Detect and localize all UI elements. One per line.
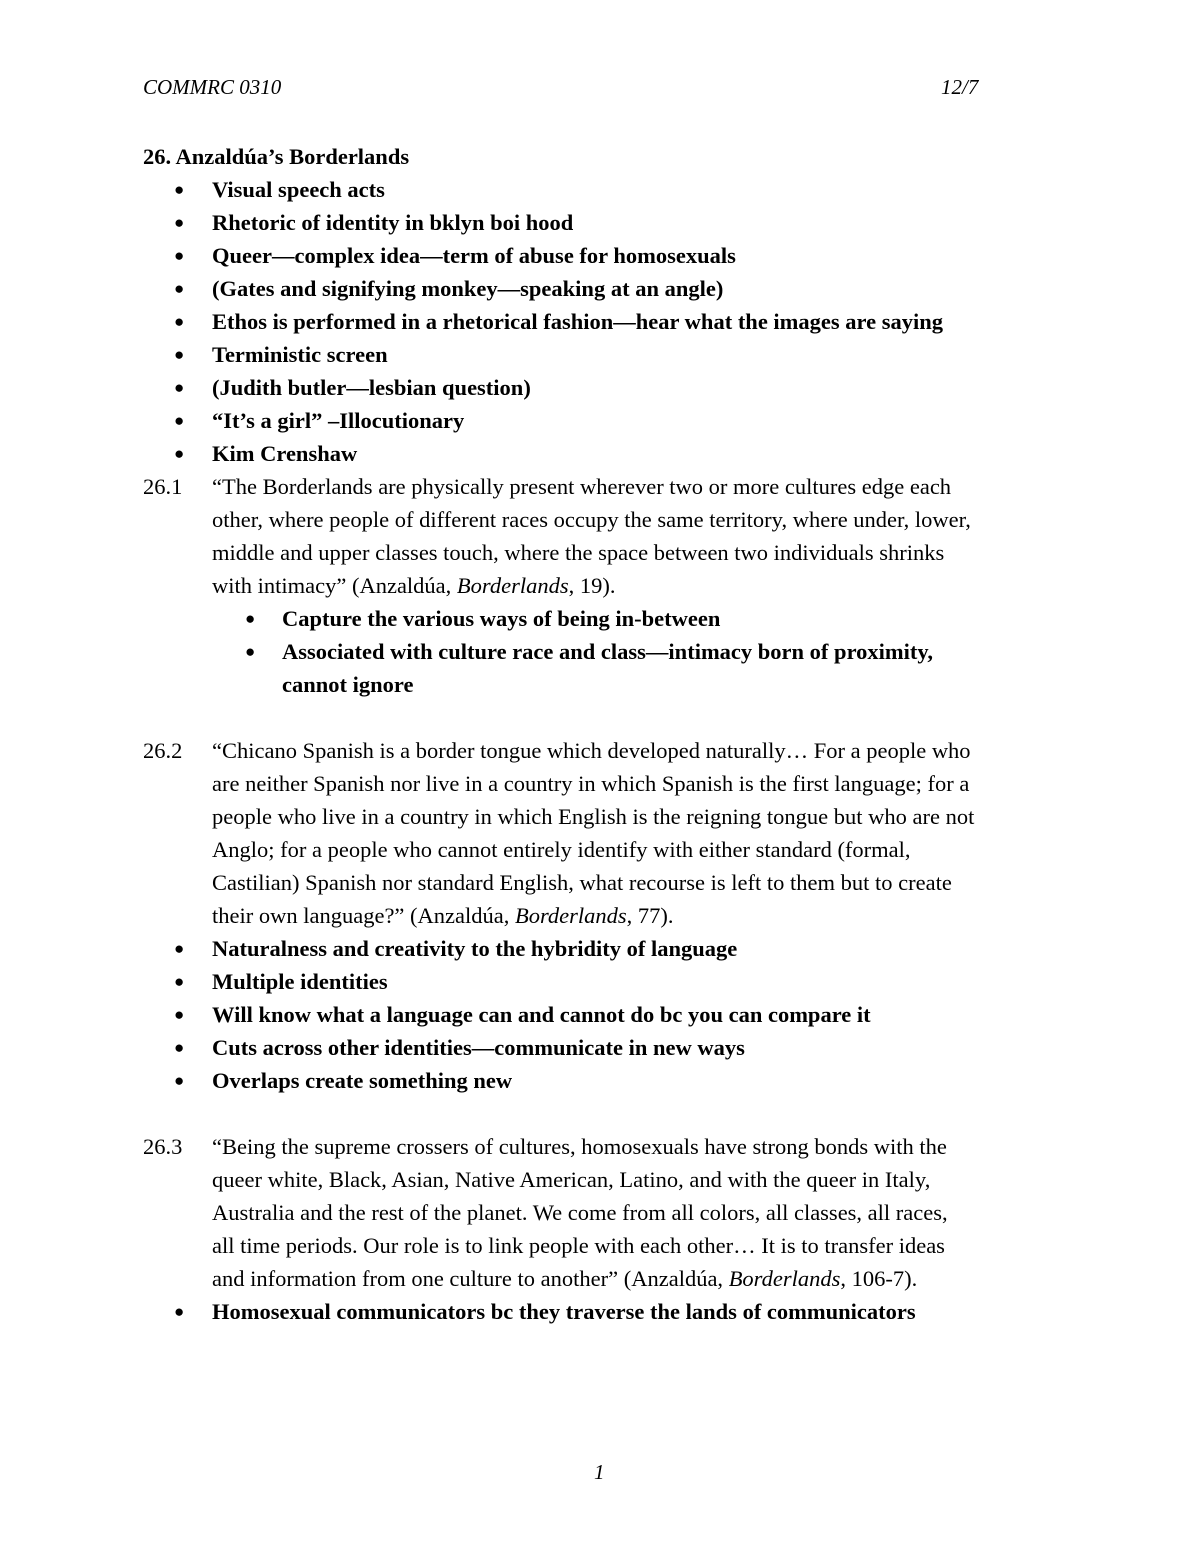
quote-line: Australia and the rest of the planet. We come from all colors, all classes, all races, [212, 1200, 948, 1225]
bullet-icon: ● [245, 642, 256, 661]
header-date: 12/7 [941, 75, 979, 99]
bullet-item: ● “It’s a girl” –Illocutionary [143, 404, 1073, 437]
bullet-item: ● Terministic screen [143, 338, 1073, 371]
bullet-item: ● Kim Crenshaw [143, 437, 1073, 470]
book-title: Borderlands [456, 573, 569, 598]
quote-line: 26.1 “The Borderlands are physically present wherever two or more cultures edge each [143, 470, 1073, 503]
bullet-icon: ● [174, 180, 185, 199]
bullet-icon: ● [174, 1302, 185, 1321]
bullet-item: ● Ethos is performed in a rhetorical fashion—hear what the images are saying [143, 305, 1073, 338]
quote-line: all time periods. Our role is to link people with each other… It is to transfer ideas [212, 1233, 945, 1258]
bullet-continuation: cannot ignore [282, 672, 414, 697]
quote-number: 26.2 [143, 738, 183, 763]
blank-line [143, 701, 1073, 734]
quote-line: people who live in a country in which English is the reigning tongue but who are not [212, 804, 975, 829]
quote-citation-line: and information from one culture to another” (Anzaldúa, Borderlands, 106-7). [212, 1266, 918, 1291]
bullet-item: ● Cuts across other identities—communicate in new ways [143, 1031, 1073, 1064]
bullet-icon: ● [174, 213, 185, 232]
bullet-item: ● Homosexual communicators bc they traverse the lands of communicators [143, 1295, 1073, 1328]
course-code: COMMRC 0310 [143, 75, 282, 99]
quote-line: Castilian) Spanish nor standard English, what recourse is left to them but to create [212, 870, 952, 895]
notes-body [143, 140, 1073, 1328]
bullet-icon: ● [174, 312, 185, 331]
bullet-item: ● Multiple identities [143, 965, 1073, 998]
bullet-icon: ● [174, 411, 185, 430]
bullet-item: ● Naturalness and creativity to the hybridity of language [143, 932, 1073, 965]
bullet-icon: ● [174, 972, 185, 991]
bullet-item: ● Queer—complex idea—term of abuse for homosexuals [143, 239, 1073, 272]
bullet-icon: ● [174, 378, 185, 397]
quote-number: 26.3 [143, 1134, 183, 1159]
blank-line [143, 1097, 1073, 1130]
bullet-icon: ● [174, 444, 185, 463]
quote-line: middle and upper classes touch, where the space between two individuals shrinks [212, 540, 945, 565]
bullet-icon: ● [174, 939, 185, 958]
bullet-icon: ● [174, 246, 185, 265]
bullet-icon: ● [174, 1038, 185, 1057]
bullet-item: ● Capture the various ways of being in-between [143, 602, 1073, 635]
page-number: 1 [594, 1460, 605, 1484]
bullet-item: ● (Judith butler—lesbian question) [143, 371, 1073, 404]
bullet-item: ● Associated with culture race and class—intimacy born of proximity, [143, 635, 1073, 668]
bullet-icon: ● [174, 1005, 185, 1024]
section-heading: 26. Anzaldúa’s Borderlands [143, 144, 410, 169]
quote-number: 26.1 [143, 474, 183, 499]
bullet-icon: ● [245, 609, 256, 628]
bullet-item: ● Overlaps create something new [143, 1064, 1073, 1097]
book-title: Borderlands [515, 903, 627, 928]
bullet-icon: ● [174, 1071, 185, 1090]
quote-citation-line: with intimacy” (Anzaldúa, Borderlands, 19). [212, 573, 616, 598]
quote-citation-line: their own language?” (Anzaldúa, Borderlands, 77). [212, 903, 674, 928]
bullet-item: ● (Gates and signifying monkey—speaking at an angle) [143, 272, 1073, 305]
quote-line: are neither Spanish nor live in a country in which Spanish is the first language; for a [212, 771, 970, 796]
quote-line: queer white, Black, Asian, Native American, Latino, and with the queer in Italy, [212, 1167, 931, 1192]
bullet-icon: ● [174, 279, 185, 298]
quote-line: 26.3 “Being the supreme crossers of cultures, homosexuals have strong bonds with the [143, 1130, 1073, 1163]
book-title: Borderlands [728, 1266, 841, 1291]
bullet-item: ● Will know what a language can and cannot do bc you can compare it [143, 998, 1073, 1031]
quote-line: other, where people of different races occupy the same territory, where under, lower, [212, 507, 971, 532]
bullet-icon: ● [174, 345, 185, 364]
quote-line: Anglo; for a people who cannot entirely identify with either standard (formal, [212, 837, 911, 862]
bullet-item: ● Visual speech acts [143, 173, 1073, 206]
bullet-item: ● Rhetoric of identity in bklyn boi hood [143, 206, 1073, 239]
quote-line: 26.2 “Chicano Spanish is a border tongue which developed naturally… For a people who [143, 734, 1073, 767]
